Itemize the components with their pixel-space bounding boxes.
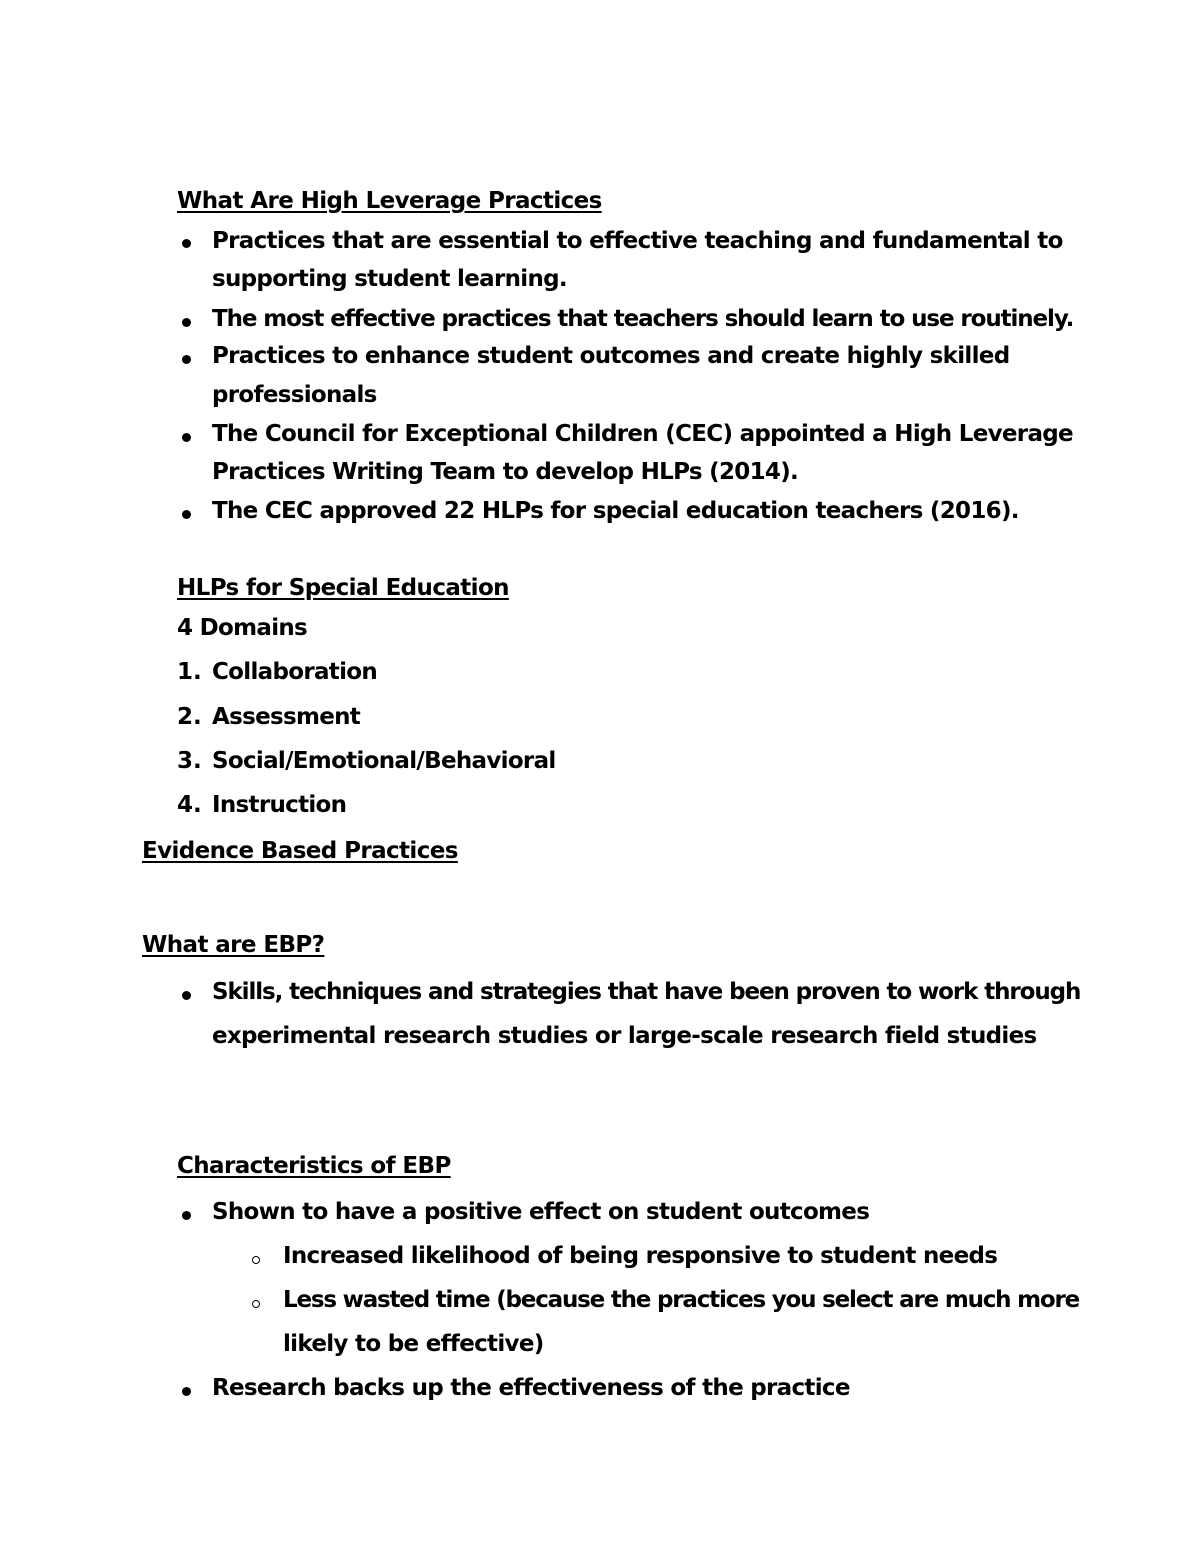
- char-bullet-1: Shown to have a positive effect on student outcomes: [212, 1199, 870, 1225]
- domain-collaboration: Collaboration: [212, 659, 378, 685]
- domain-instruction: Instruction: [212, 792, 347, 818]
- heading-characteristics-of-ebp: Characteristics of EBP: [177, 1153, 451, 1179]
- bullet-dot: [182, 433, 191, 442]
- what-ebp-bullet-line-1: Skills, techniques and strategies that have been proven to work through: [212, 979, 1081, 1005]
- domain-number: 2.: [177, 704, 202, 730]
- bullet-dot: [182, 318, 191, 327]
- hlp-bullet-3-line-2: professionals: [212, 382, 377, 408]
- bullet-dot: [182, 510, 191, 519]
- what-ebp-bullet-line-2: experimental research studies or large-scale research field studies: [212, 1023, 1037, 1049]
- heading-hlps-special-education: HLPs for Special Education: [177, 575, 509, 601]
- hlp-bullet-3-line-1: Practices to enhance student outcomes and create highly skilled: [212, 343, 1010, 369]
- heading-what-are-hlp: What Are High Leverage Practices: [177, 188, 602, 214]
- bullet-dot: [182, 355, 191, 364]
- heading-evidence-based-practices: Evidence Based Practices: [142, 838, 458, 864]
- domain-number: 1.: [177, 659, 202, 685]
- domain-social-emotional-behavioral: Social/Emotional/Behavioral: [212, 748, 556, 774]
- domain-number: 4.: [177, 792, 202, 818]
- domain-number: 3.: [177, 748, 202, 774]
- domains-label: 4 Domains: [177, 615, 308, 641]
- bullet-dot: [182, 239, 191, 248]
- bullet-dot: [182, 1387, 191, 1396]
- char-sub-bullet-2-line-1: Less wasted time (because the practices you select are much more: [283, 1287, 1080, 1313]
- hlp-bullet-1-line-1: Practices that are essential to effective teaching and fundamental to: [212, 228, 1063, 254]
- char-bullet-2: Research backs up the effectiveness of the practice: [212, 1375, 850, 1401]
- sub-bullet-circle: [252, 1300, 260, 1308]
- bullet-dot: [182, 991, 191, 1000]
- domain-assessment: Assessment: [212, 704, 361, 730]
- hlp-bullet-5-line-1: The CEC approved 22 HLPs for special education teachers (2016).: [212, 498, 1019, 524]
- bullet-dot: [182, 1211, 191, 1220]
- hlp-bullet-2-line-1: The most effective practices that teachers should learn to use routinely.: [212, 306, 1074, 332]
- heading-what-are-ebp: What are EBP?: [142, 932, 325, 958]
- hlp-bullet-4-line-1: The Council for Exceptional Children (CEC) appointed a High Leverage: [212, 421, 1073, 447]
- hlp-bullet-1-line-2: supporting student learning.: [212, 266, 567, 292]
- sub-bullet-circle: [252, 1256, 260, 1264]
- char-sub-bullet-2-line-2: likely to be effective): [283, 1331, 544, 1357]
- char-sub-bullet-1: Increased likelihood of being responsive to student needs: [283, 1243, 998, 1269]
- hlp-bullet-4-line-2: Practices Writing Team to develop HLPs (2014).: [212, 459, 799, 485]
